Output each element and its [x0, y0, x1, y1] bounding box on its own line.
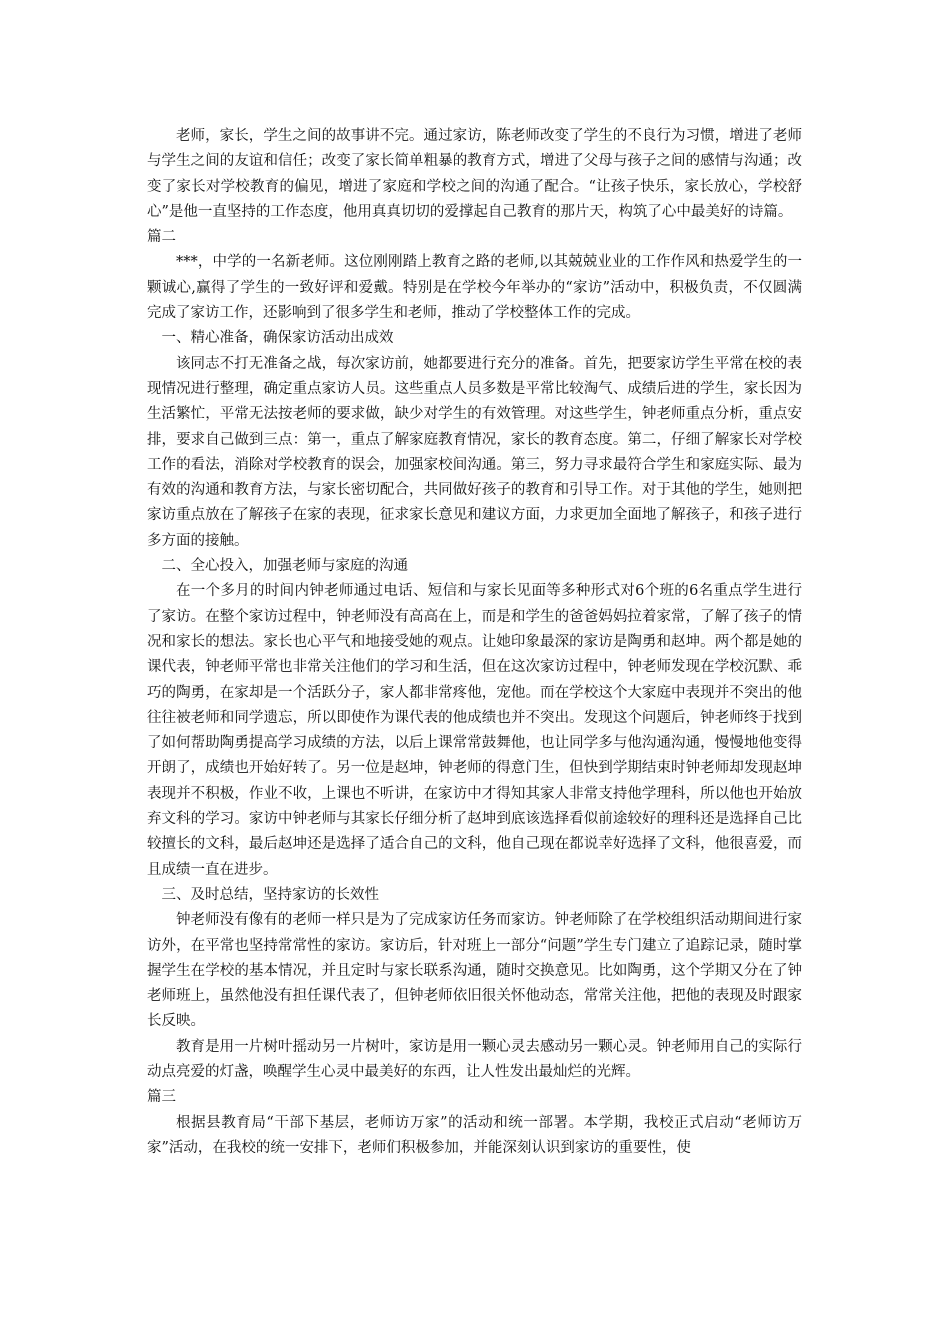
paragraph-summary: 钟老师没有像有的老师一样只是为了完成家访任务而家访。钟老师除了在学校组织活动期间进行家访外，在平常也坚持常常性的家访。家访后，针对班上一部分“问题”学生专门建立了追踪记录，随时掌握学生在学校的基本情况，并且定时与家长联系沟通，随时交换意见。比如陶勇，这个学期又分在了钟老师班上，虽然他没有担任课代表了，但钟老师依旧很关怀他动态，常常关注他，把他的表现及时跟家长反映。 [147, 912, 802, 1030]
subheading-communication: 二、全心投入，加强老师与家庭的沟通 [161, 558, 408, 575]
paragraph-part-three-intro: 根据县教育局“干部下基层，老师访万家”的活动和统一部署。本学期，我校正式启动“老师访万家”活动，在我校的统一安排下，老师们积极参加，并能深刻认识到家访的重要性，使 [147, 1114, 802, 1156]
paragraph-ending-story: 老师，家长，学生之间的故事讲不完。通过家访，陈老师改变了学生的不良行为习惯，增进了老师与学生之间的友谊和信任；改变了家长简单粗暴的教育方式，增进了父母与孩子之间的感情与沟通；改变了家长对学校教育的偏见，增进了家庭和学校之间的沟通了配合。“让孩子快乐，家长放心，学校舒心”是他一直坚持的工作态度，他用真真切切的爱撑起自己教育的那片天，构筑了心中最美好的诗篇。 [147, 128, 802, 220]
paragraph-intro-new-teacher: ***，中学的一名新老师。这位刚刚踏上教育之路的老师,以其兢兢业业的工作作风和热爱学生的一颗诚心,赢得了学生的一致好评和爱戴。特别是在学校今年举办的“家访”活动中，积极负责，不仅圆满完成了家访工作，还影响到了很多学生和老师，推动了学校整体工作的完成。 [147, 254, 802, 322]
paragraph-preparation: 该同志不打无准备之战，每次家访前，她都要进行充分的准备。首先，把要家访学生平常在校的表现情况进行整理，确定重点家访人员。这些重点人员多数是平常比较淘气、成绩后进的学生，家长因为生活繁忙，平常无法按老师的要求做，缺少对学生的有效管理。对这些学生，钟老师重点分析，重点安排，要求自己做到三点：第一，重点了解家庭教育情况，家长的教育态度。第二，仔细了解家长对学校工作的看法，消除对学校教育的误会，加强家校间沟通。第三，努力寻求最符合学生和家庭实际、最为有效的沟通和教育方法，与家长密切配合，共同做好孩子的教育和引导工作。对于其他的学生，她则把家访重点放在了解孩子在家的表现，征求家长意见和建议方面，力求更加全面地了解孩子，和孩子进行多方面的接触。 [147, 355, 802, 549]
document-body [147, 124, 802, 1161]
subheading-summary: 三、及时总结，坚持家访的长效性 [161, 886, 379, 903]
section-heading-part-two: 篇二 [147, 229, 176, 246]
subheading-preparation: 一、精心准备，确保家访活动出成效 [161, 330, 394, 347]
paragraph-communication: 在一个多月的时间内钟老师通过电话、短信和与家长见面等多种形式对6个班的6名重点学生进行了家访。在整个家访过程中，钟老师没有高高在上，而是和学生的爸爸妈妈拉着家常，了解了孩子的情况和家长的想法。家长也心平气和地接受她的观点。让她印象最深的家访是陶勇和赵坤。两个都是她的课代表，钟老师平常也非常关注他们的学习和生活，但在这次家访过程中，钟老师发现在学校沉默、乖巧的陶勇，在家却是一个活跃分子，家人都非常疼他，宠他。而在学校这个大家庭中表现并不突出的他往往被老师和同学遗忘，所以即使作为课代表的他成绩也并不突出。发现这个问题后，钟老师终于找到了如何帮助陶勇提高学习成绩的方法，以后上课常常鼓舞他，也让同学多与他沟通沟通，慢慢地他变得开朗了，成绩也开始好转了。另一位是赵坤，钟老师的得意门生，但快到学期结束时钟老师却发现赵坤表现并不积极，作业不收，上课也不听讲，在家访中才得知其家人非常支持他学理科，所以他也开始放弃文科的学习。家访中钟老师与其家长仔细分析了赵坤到底该选择看似前途较好的理科还是选择自己比较擅长的文科，最后赵坤还是选择了适合自己的文科，他自己现在都说幸好选择了文科，他很喜爱，而且成绩一直在进步。 [147, 583, 802, 878]
paragraph-closing: 教育是用一片树叶摇动另一片树叶，家访是用一颗心灵去感动另一颗心灵。钟老师用自己的实际行动点亮爱的灯盏，唤醒学生心灵中最美好的东西，让人性发出最灿烂的光辉。 [147, 1038, 802, 1080]
section-heading-part-three: 篇三 [147, 1089, 176, 1106]
